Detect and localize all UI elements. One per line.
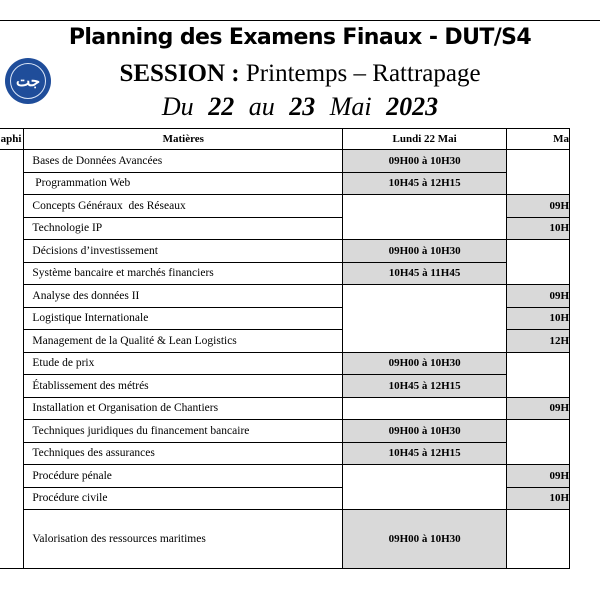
date-to: 23 bbox=[289, 92, 316, 121]
subject-cell: Installation et Organisation de Chantiers bbox=[24, 397, 343, 420]
day1-time bbox=[343, 465, 507, 510]
col-header-left: aphi bbox=[0, 129, 24, 150]
day1-time: 10H45 à 12H15 bbox=[343, 442, 507, 465]
page-title: Planning des Examens Finaux - DUT/S4 bbox=[68, 25, 532, 50]
day1-time: 10H45 à 11H45 bbox=[343, 262, 507, 285]
day2-time: 09H bbox=[507, 397, 570, 420]
day2-time bbox=[507, 150, 570, 195]
day1-time bbox=[343, 285, 507, 353]
table-header-row bbox=[0, 129, 570, 150]
subject-cell: Établissement des métrés bbox=[24, 375, 343, 398]
subject-cell: Etude de prix bbox=[24, 352, 343, 375]
col-header-day1: Lundi 22 Mai bbox=[343, 129, 507, 150]
day2-time: 09H bbox=[507, 285, 570, 308]
day2-time: 12H bbox=[507, 330, 570, 353]
logo-emblem: جت bbox=[10, 63, 46, 99]
university-logo bbox=[5, 58, 51, 104]
date-au: au bbox=[248, 92, 275, 121]
exam-schedule-table bbox=[0, 128, 570, 569]
day1-time: 09H00 à 10H30 bbox=[343, 420, 507, 443]
subject-cell: Valorisation des ressources maritimes bbox=[24, 510, 343, 569]
table-row bbox=[0, 465, 570, 488]
filiere-cell bbox=[0, 150, 24, 569]
day2-time: 10H bbox=[507, 487, 570, 510]
day1-time: 09H00 à 10H30 bbox=[343, 150, 507, 173]
day2-time: 10H bbox=[507, 217, 570, 240]
date-du: Du bbox=[161, 92, 194, 121]
day1-time bbox=[343, 397, 507, 420]
session-line bbox=[60, 60, 540, 88]
table-row bbox=[0, 375, 570, 398]
table-row bbox=[0, 510, 570, 569]
table-row bbox=[0, 352, 570, 375]
day2-time: 10H bbox=[507, 307, 570, 330]
col-header-day2: Ma bbox=[507, 129, 570, 150]
session-value: Printemps – Rattrapage bbox=[245, 60, 481, 87]
day2-time: 09H bbox=[507, 195, 570, 218]
top-rule bbox=[0, 20, 600, 21]
table-row bbox=[0, 442, 570, 465]
subject-cell: Système bancaire et marchés financiers bbox=[24, 262, 343, 285]
subject-cell: Management de la Qualité & Lean Logistics bbox=[24, 330, 343, 353]
table-row bbox=[0, 150, 570, 173]
table-row bbox=[0, 195, 570, 218]
table-row bbox=[0, 420, 570, 443]
table-row bbox=[0, 240, 570, 263]
table-row bbox=[0, 285, 570, 308]
subject-cell: Techniques juridiques du financement bancaire bbox=[24, 420, 343, 443]
subject-cell: Bases de Données Avancées bbox=[24, 150, 343, 173]
subject-cell: Décisions d’investissement bbox=[24, 240, 343, 263]
subject-cell: Logistique Internationale bbox=[24, 307, 343, 330]
subject-cell: Concepts Généraux des Réseaux bbox=[24, 195, 343, 218]
date-from: 22 bbox=[208, 92, 235, 121]
subject-cell: Analyse des données II bbox=[24, 285, 343, 308]
date-month: Mai bbox=[329, 92, 372, 121]
day2-time bbox=[507, 420, 570, 465]
day1-time bbox=[343, 195, 507, 240]
subject-cell: Technologie IP bbox=[24, 217, 343, 240]
table-row bbox=[0, 262, 570, 285]
day1-time: 09H00 à 10H30 bbox=[343, 240, 507, 263]
date-range bbox=[60, 92, 540, 122]
day1-time: 09H00 à 10H30 bbox=[343, 352, 507, 375]
day2-time bbox=[507, 352, 570, 397]
day2-time: 09H bbox=[507, 465, 570, 488]
session-label: SESSION : bbox=[119, 60, 240, 87]
subject-cell: Procédure pénale bbox=[24, 465, 343, 488]
date-year: 2023 bbox=[386, 92, 439, 121]
subject-cell: Procédure civile bbox=[24, 487, 343, 510]
subject-cell: Techniques des assurances bbox=[24, 442, 343, 465]
day2-time bbox=[507, 240, 570, 285]
table-row bbox=[0, 397, 570, 420]
day1-time: 10H45 à 12H15 bbox=[343, 172, 507, 195]
col-header-subject: Matières bbox=[24, 129, 343, 150]
subject-cell: Programmation Web bbox=[24, 172, 343, 195]
day1-time: 09H00 à 10H30 bbox=[343, 510, 507, 569]
day1-time: 10H45 à 12H15 bbox=[343, 375, 507, 398]
day2-time bbox=[507, 510, 570, 569]
table-row bbox=[0, 172, 570, 195]
